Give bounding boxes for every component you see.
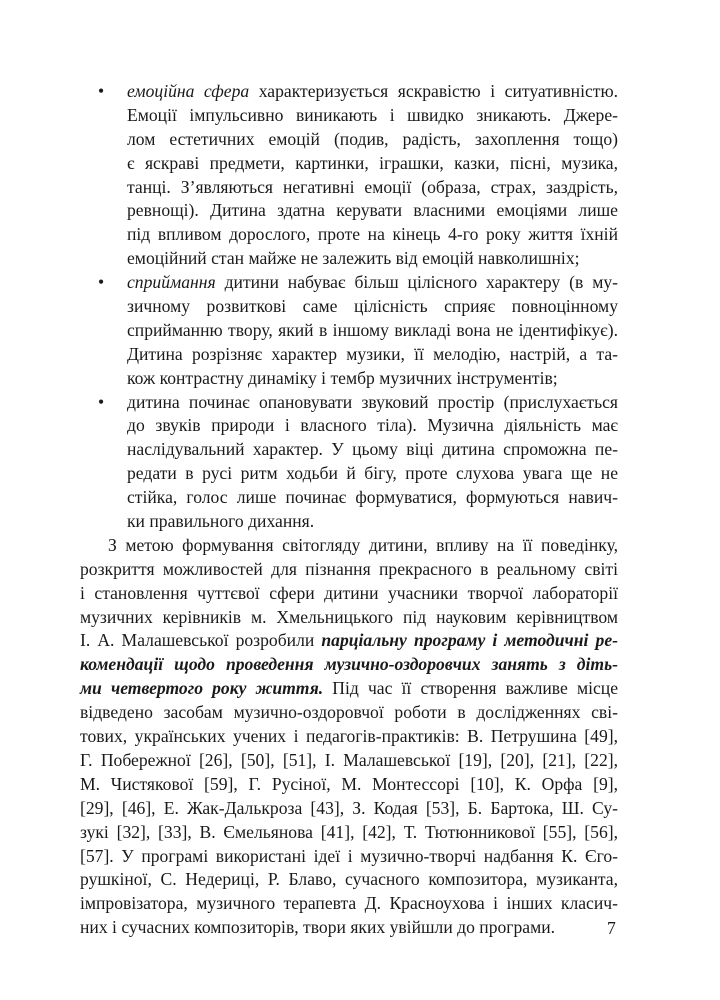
body-text: [80, 80, 618, 940]
bullet-line: • емоційна сфера характеризується яскравістю і ситуативністю.: [80, 80, 618, 104]
bullet-line: ревнощі). Дитина здатна керувати власними емоціями лише: [127, 200, 618, 221]
bullet-lead-term: сприймання: [127, 272, 216, 293]
paragraph-line: і становлення чуттєвої сфери дитини учасники творчої лабораторії: [80, 582, 618, 603]
bullet-line: Емоції імпульсивно виникають і швидко зникають. Джере-: [127, 104, 618, 125]
bullet-line: ки правильного дихання.: [127, 511, 315, 532]
bullet-line: редати в русі ритм ходьби й бігу, проте слухова увага ще не: [127, 463, 618, 484]
bullet-item-emotional-sphere: [80, 80, 618, 271]
bullet-line: під впливом дорослого, проте на кінець 4-го року життя їхній: [127, 224, 618, 245]
bullet-line: наслідувальний характер. У цьому віці дитина спроможна пе-: [127, 439, 618, 460]
paragraph-line: [57]. У програмі використані ідеї і музично-творчі надбання К. Єго-: [80, 845, 618, 866]
paragraph-line: відведено засобам музично-оздоровчої роботи в дослідженнях сві-: [80, 702, 618, 723]
paragraph-line: Г. Побережної [26], [50], [51], І. Малашевської [19], [20], [21], [22],: [80, 749, 618, 770]
bullet-line: стійка, голос лише починає формуватися, формуються навич-: [127, 487, 618, 508]
paragraph-line: імпровізатора, музичного терапевта Д. Красноухова і інших класич-: [80, 893, 618, 914]
paragraph-line: ми четвертого року життя. Під час її створення важливе місце: [80, 678, 618, 699]
paragraph-line: рушкіної, С. Недериці, Р. Блаво, сучасного композитора, музиканта,: [80, 869, 618, 890]
bullet-line: зичному розвиткові саме цілісність сприяє повноцінному: [127, 296, 618, 317]
bullet-line: танці. З’являються негативні емоції (образа, страх, заздрість,: [127, 176, 618, 197]
bullet-line: є яскраві предмети, картинки, іграшки, казки, пісні, музика,: [127, 152, 618, 173]
paragraph-line: музичних керівників м. Хмельницького під науковим керівництвом: [80, 606, 618, 627]
bullet-line: сприйманню твору, який в іншому викладі вона не ідентифікує).: [127, 319, 618, 340]
bullet-line: лом естетичних емоцій (подив, радість, захоплення тощо): [127, 128, 618, 149]
bullet-item-perception: [80, 271, 618, 390]
bullet-line: емоційний стан майже не залежить від емоцій навколишніх;: [127, 248, 580, 269]
bullet-line: кож контрастну динаміку і тембр музичних інструментів;: [127, 367, 558, 388]
paragraph-line: розкриття можливостей для пізнання прекрасного в реальному світі: [80, 558, 618, 579]
program-title-emphasis: ми четвертого року життя.: [80, 678, 324, 699]
bullet-line: до звуків природи і власного тіла). Музична діяльність має: [127, 415, 618, 436]
bullet-line: Дитина розрізняє характер музики, її мелодію, настрій, а та-: [127, 343, 618, 364]
paragraph-line: зукі [32], [33], В. Ємельянова [41], [42], Т. Тютюнникової [55], [56],: [80, 821, 618, 842]
paragraph-line: З метою формування світогляду дитини, впливу на її поведінку,: [108, 534, 618, 555]
bullet-item-sound-space: [80, 391, 618, 534]
paragraph-line: М. Чистякової [59], Г. Русіної, М. Монтессорі [10], К. Орфа [9],: [80, 773, 618, 794]
bullet-lead-term: емоційна сфера: [127, 81, 250, 101]
paragraph-line: тових, українських учених і педагогів-практиків: В. Петрушина [49],: [80, 726, 618, 747]
paragraph-line: [29], [46], Е. Жак-Далькроза [43], З. Кодая [53], Б. Бартока, Ш. Су-: [80, 797, 618, 818]
paragraph-line: комендації щодо проведення музично-оздоровчих занять з діть-: [80, 654, 618, 675]
main-paragraph: [80, 534, 618, 940]
bullet-line: • дитина починає опановувати звуковий простір (прислухається: [80, 391, 618, 415]
program-title-emphasis: парціальну програму і методичні ре-: [321, 630, 618, 651]
page-number: 7: [607, 918, 616, 938]
paragraph-line: І. А. Малашевської розробили парціальну програму і методичні ре-: [80, 630, 618, 651]
bullet-line: • сприймання дитини набуває більш цілісного характеру (в му-: [80, 271, 618, 295]
paragraph-line: них і сучасних композиторів, твори яких увійшли до програми.: [80, 917, 556, 938]
